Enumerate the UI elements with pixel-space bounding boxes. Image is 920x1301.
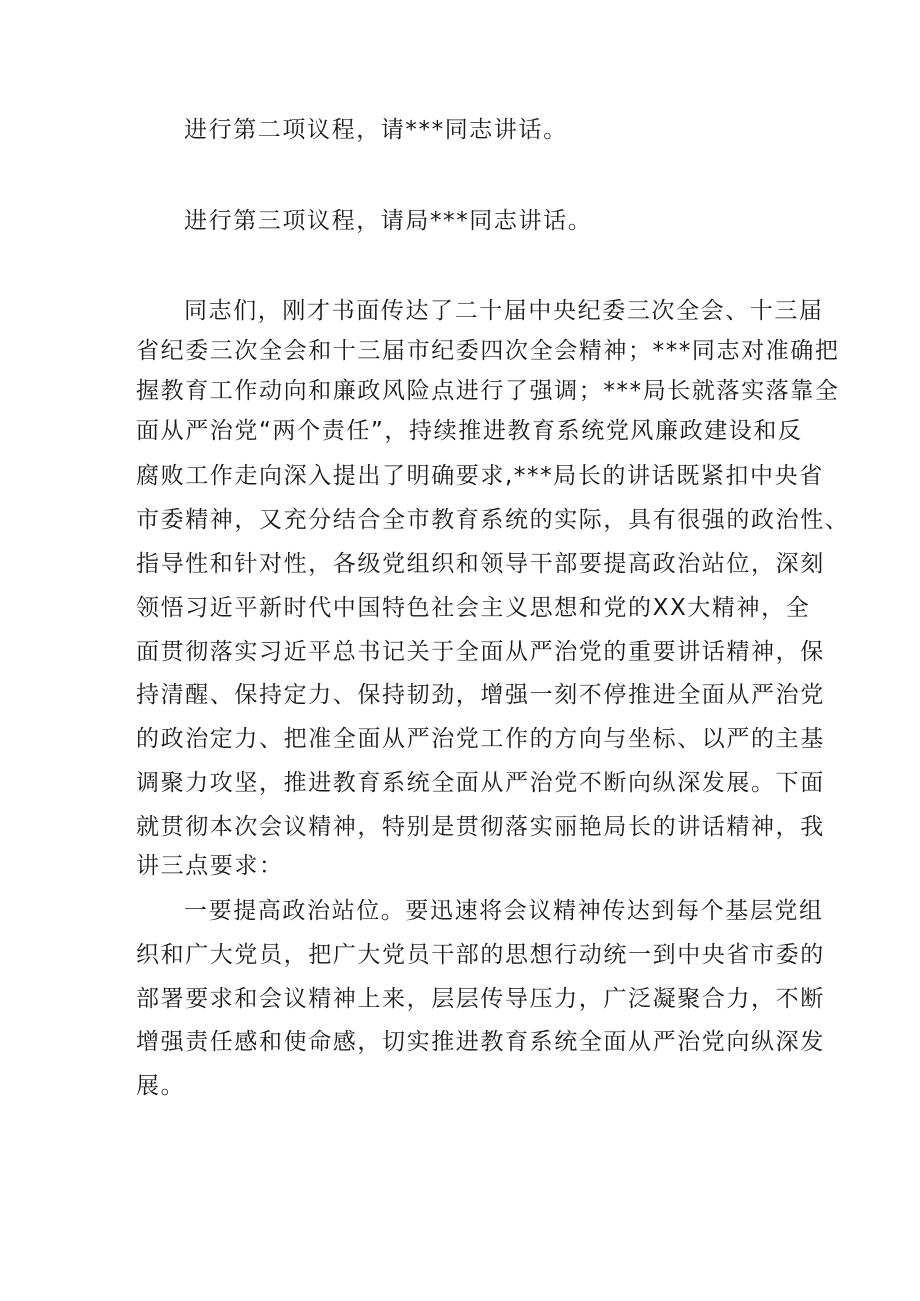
paragraph-line: 持清醒、保持定力、保持韧劲，增强一刻不停推进全面从严治党 <box>136 682 825 708</box>
paragraph-line: 部署要求和会议精神上来，层层传导压力，广泛凝聚合力，不断 <box>136 986 825 1012</box>
paragraph-line: 握教育工作动向和廉政风险点进行了强调；***局长就落实落靠全 <box>136 378 840 404</box>
paragraph-line: 一要提高政治站位。要迅速将会议精神传达到每个基层党组 <box>184 898 824 924</box>
agenda-item-2: 进行第二项议程，请***同志讲话。 <box>184 117 568 143</box>
paragraph-line: 领悟习近平新时代中国特色社会主义思想和党的XX大精神，全 <box>136 595 811 621</box>
paragraph-line: 同志们，刚才书面传达了二十届中央纪委三次全会、十三届 <box>184 298 824 324</box>
paragraph-line: 的政治定力、把准全面从严治党工作的方向与坐标、以严的主基 <box>136 726 825 752</box>
agenda-item-3: 进行第三项议程，请局***同志讲话。 <box>184 208 593 234</box>
paragraph-line: 面贯彻落实习近平总书记关于全面从严治党的重要讲话精神，保 <box>136 639 825 665</box>
paragraph-line: 就贯彻本次会议精神，特别是贯彻落实丽艳局长的讲话精神，我 <box>136 814 825 840</box>
paragraph-line: 省纪委三次全会和十三届市纪委四次全会精神；***同志对准确把 <box>136 338 840 364</box>
paragraph-line: 增强责任感和使命感，切实推进教育系统全面从严治党向纵深发 <box>136 1029 825 1055</box>
paragraph-line: 讲三点要求： <box>136 853 284 879</box>
paragraph-line: 市委精神，又充分结合全市教育系统的实际，具有很强的政治性、 <box>136 507 850 533</box>
paragraph-line: 面从严治党“两个责任”，持续推进教育系统党风廉政建设和反 <box>136 418 803 444</box>
paragraph-line: 展。 <box>136 1073 186 1099</box>
paragraph-line: 织和广大党员，把广大党员干部的思想行动统一到中央省市委的 <box>136 942 825 968</box>
paragraph-line: 腐败工作走向深入提出了明确要求,***局长的讲话既紧扣中央省 <box>136 463 824 489</box>
paragraph-line: 调聚力攻坚，推进教育系统全面从严治党不断向纵深发展。下面 <box>136 770 825 796</box>
paragraph-line: 指导性和针对性，各级党组织和领导干部要提高政治站位，深刻 <box>136 551 825 577</box>
